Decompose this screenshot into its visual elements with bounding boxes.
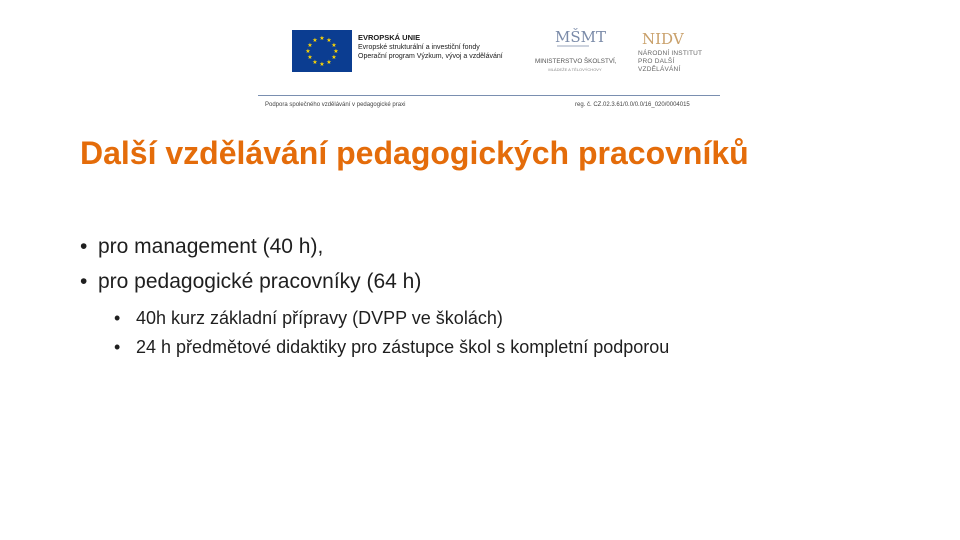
msmt-logo-line1: MINISTERSTVO ŠKOLSTVÍ, [535, 58, 617, 65]
svg-text:★: ★ [326, 59, 332, 66]
bullet-icon: • [114, 308, 121, 328]
sub-bullet-item [114, 333, 669, 362]
svg-text:★: ★ [312, 37, 318, 44]
sub-bullet-item [114, 304, 669, 333]
sub-bullet-text: 24 h předmětové didaktiky pro zástupce škol s kompletní podporou [136, 337, 670, 357]
svg-text:★: ★ [305, 48, 311, 55]
nidv-logo-line1: NÁRODNÍ INSTITUT [638, 50, 703, 57]
svg-text:★: ★ [326, 37, 332, 44]
bullet-text: pro management (40 h), [98, 235, 324, 258]
msmt-logo-line2: MLÁDEŽE A TĚLOVÝCHOVY [548, 67, 602, 72]
msmt-logo-text [535, 58, 615, 74]
eu-logo-line1: EVROPSKÁ UNIE [358, 33, 421, 42]
nidv-logo-text [638, 50, 702, 74]
bullet-item [80, 264, 421, 299]
svg-text:★: ★ [331, 54, 337, 61]
bullet-icon: • [80, 270, 88, 293]
eu-logo-line2: Evropské strukturální a investiční fondy [358, 43, 480, 51]
main-bullet-list [80, 229, 421, 299]
nidv-logo-line2: PRO DALŠÍ [638, 58, 675, 65]
svg-text:★: ★ [331, 42, 337, 49]
nidv-mark-icon [642, 28, 692, 50]
project-name: Podpora společného vzdělávání v pedagogické praxi [265, 102, 406, 108]
msmt-mark-text: MŠMT [555, 28, 606, 46]
logo-bar [0, 0, 960, 90]
msmt-mark-icon [555, 28, 606, 58]
svg-text:★: ★ [333, 48, 339, 55]
nidv-logo-line3: VZDĚLÁVÁNÍ [638, 66, 681, 73]
header-divider [258, 95, 720, 96]
msmt-logo [535, 28, 615, 78]
bullet-item [80, 229, 421, 264]
svg-text:★: ★ [307, 42, 313, 49]
sub-bullet-list [114, 304, 669, 362]
bullet-icon: • [114, 337, 121, 357]
svg-text:★: ★ [312, 59, 318, 66]
nidv-logo [630, 28, 710, 78]
svg-text:★: ★ [319, 35, 325, 42]
sub-bullet-text: 40h kurz základní přípravy (DVPP ve školách) [136, 308, 503, 328]
project-registration-number: reg. č. CZ.02.3.61/0.0/0.0/16_020/0004015 [575, 102, 690, 108]
svg-text:★: ★ [307, 54, 313, 61]
svg-text:★: ★ [319, 61, 325, 68]
eu-logo-text [358, 33, 503, 62]
bullet-icon: • [80, 235, 88, 258]
eu-logo-line3: Operační program Výzkum, vývoj a vzdělávání [358, 53, 503, 60]
nidv-mark-text: NIDV [642, 30, 684, 48]
bullet-text: pro pedagogické pracovníky (64 h) [98, 270, 422, 293]
slide-title: Další vzdělávání pedagogických pracovníků [80, 135, 749, 171]
eu-flag-icon [292, 30, 352, 72]
